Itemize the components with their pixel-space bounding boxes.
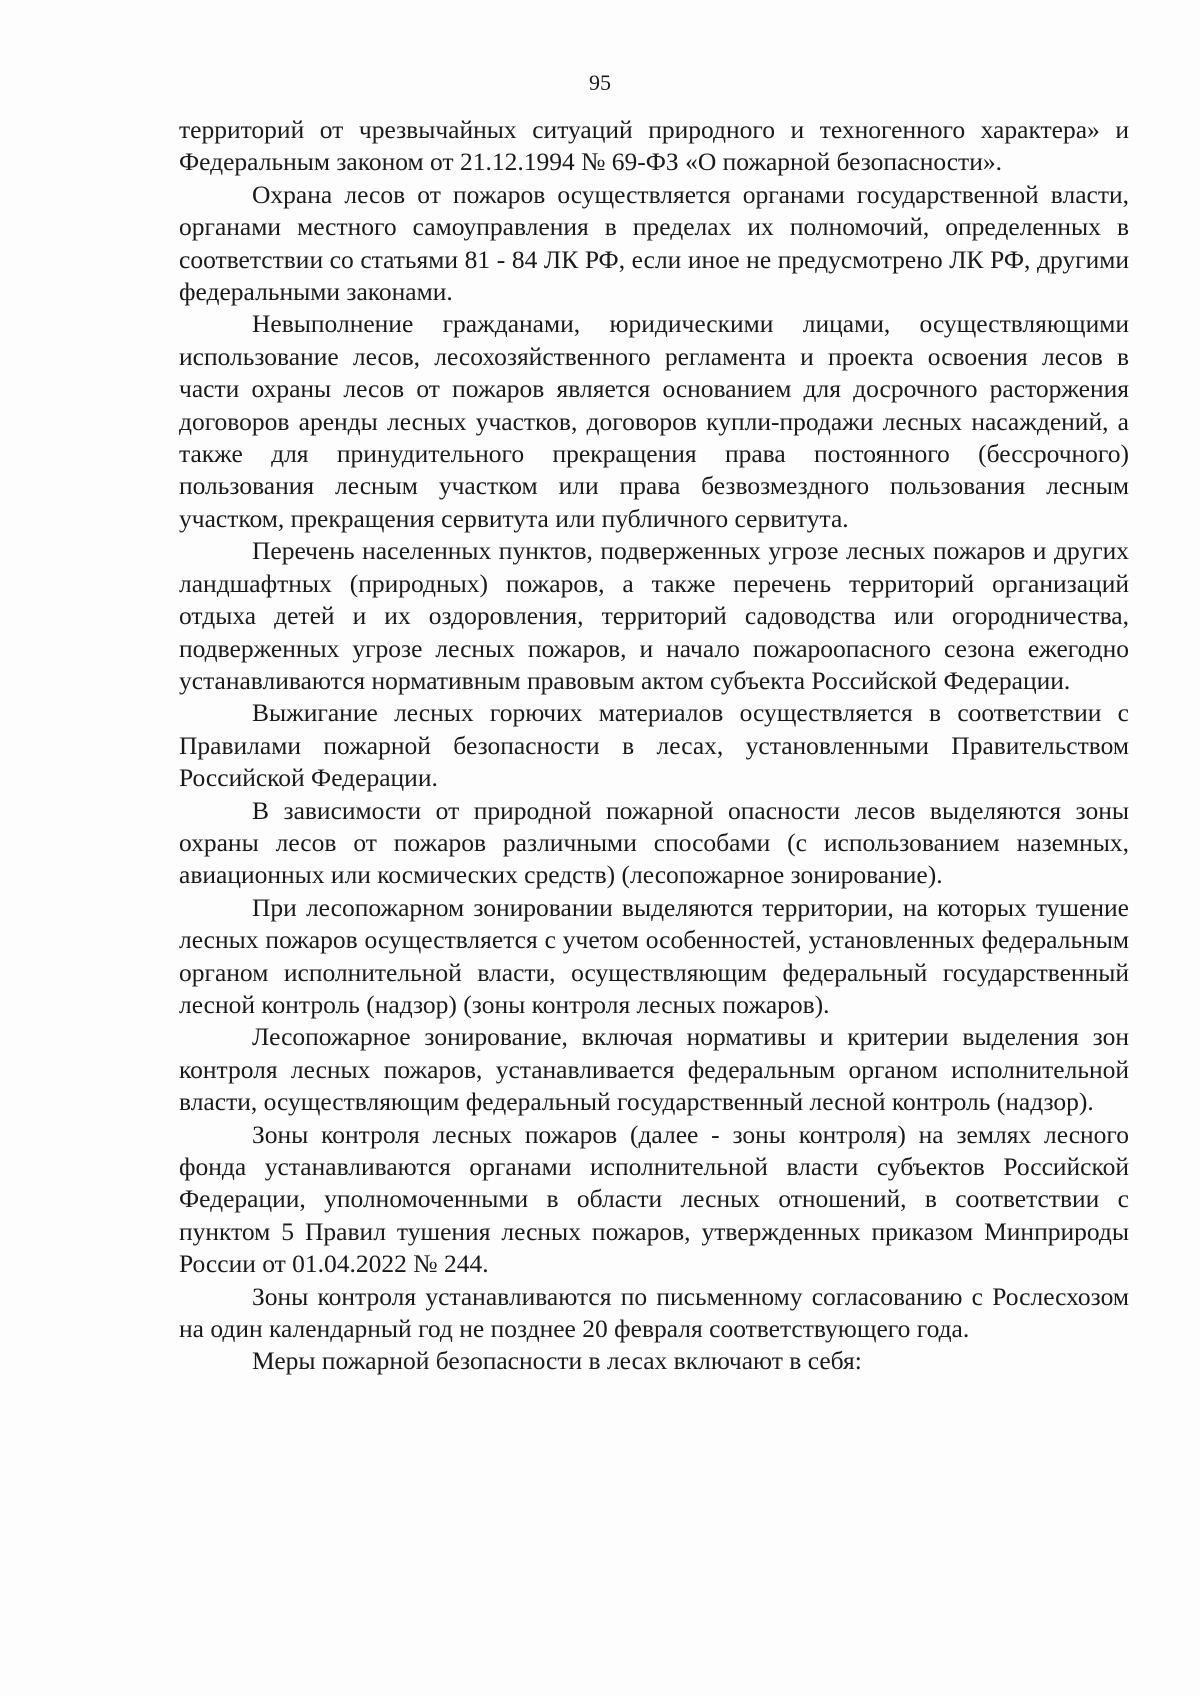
- paragraph-control-zones-approval: Зоны контроля устанавливаются по письменному согласованию с Рослесхозом на один календарный год не позднее 20 февраля соответствующего года.: [179, 1281, 1129, 1344]
- paragraph-burning-materials: Выжигание лесных горючих материалов осуществляется в соответствии с Правилами пожарной безопасности в лесах, установленными Правительством Российской Федерации.: [179, 698, 1129, 793]
- document-body: [179, 114, 1129, 1378]
- paragraph-settlements-list: Перечень населенных пунктов, подверженных угрозе лесных пожаров и других ландшафтных (природных) пожаров, а также перечень территорий организаций отдыха детей и их оздоровления, территорий садоводства или огородничества, подверженных угрозе лесных пожаров, и начало пожароопасного сезона ежегодно устанавливаются нормативным правовым актом субъекта Российской Федерации.: [179, 536, 1129, 695]
- paragraph-continuation: территорий от чрезвычайных ситуаций природного и техногенного характера» и Федеральным законом от 21.12.1994 № 69-ФЗ «О пожарной безопасности».: [179, 115, 1129, 177]
- paragraph-fire-safety-measures: Меры пожарной безопасности в лесах включают в себя:: [252, 1346, 862, 1376]
- paragraph-forest-fire-protection-authorities: Охрана лесов от пожаров осуществляется органами государственной власти, органами местного самоуправления в пределах их полномочий, определенных в соответствии со статьями 81 - 84 ЛК РФ, если иное не предусмотрено ЛК РФ, другими федеральными законами.: [179, 179, 1129, 307]
- page-number: 95: [589, 70, 611, 95]
- paragraph-control-zones: Зоны контроля лесных пожаров (далее - зоны контроля) на землях лесного фонда устанавливаются органами исполнительной власти субъектов Российской Федерации, уполномоченными в области лесных отношений, в соответствии с пунктом 5 Правил тушения лесных пожаров, утвержденных приказом Минприроды России от 01.04.2022 № 244.: [179, 1119, 1129, 1279]
- paragraph-fire-zoning: В зависимости от природной пожарной опасности лесов выделяются зоны охраны лесов от пожаров различными способами (с использованием наземных, авиационных или космических средств) (лесопожарное зонирование).: [179, 795, 1129, 890]
- paragraph-zoning-standards: Лесопожарное зонирование, включая нормативы и критерии выделения зон контроля лесных пожаров, устанавливается федеральным органом исполнительной власти, осуществляющим федеральный государственный лесной контроль (надзор).: [179, 1022, 1129, 1117]
- paragraph-non-compliance-consequences: Невыполнение гражданами, юридическими лицами, осуществляющими использование лесов, лесохозяйственного регламента и проекта освоения лесов в части охраны лесов от пожаров является основанием для досрочного расторжения договоров аренды лесных участков, договоров купли-продажи лесных насаждений, а также для принудительного прекращения права постоянного (бессрочного) пользования лесным участком или права безвозмездного пользования лесным участком, прекращения сервитута или публичного сервитута.: [179, 309, 1129, 533]
- paragraph-zoning-territories: При лесопожарном зонировании выделяются территории, на которых тушение лесных пожаров осуществляется с учетом особенностей, установленных федеральным органом исполнительной власти, осуществляющим федеральный государственный лесной контроль (надзор) (зоны контроля лесных пожаров).: [179, 892, 1129, 1019]
